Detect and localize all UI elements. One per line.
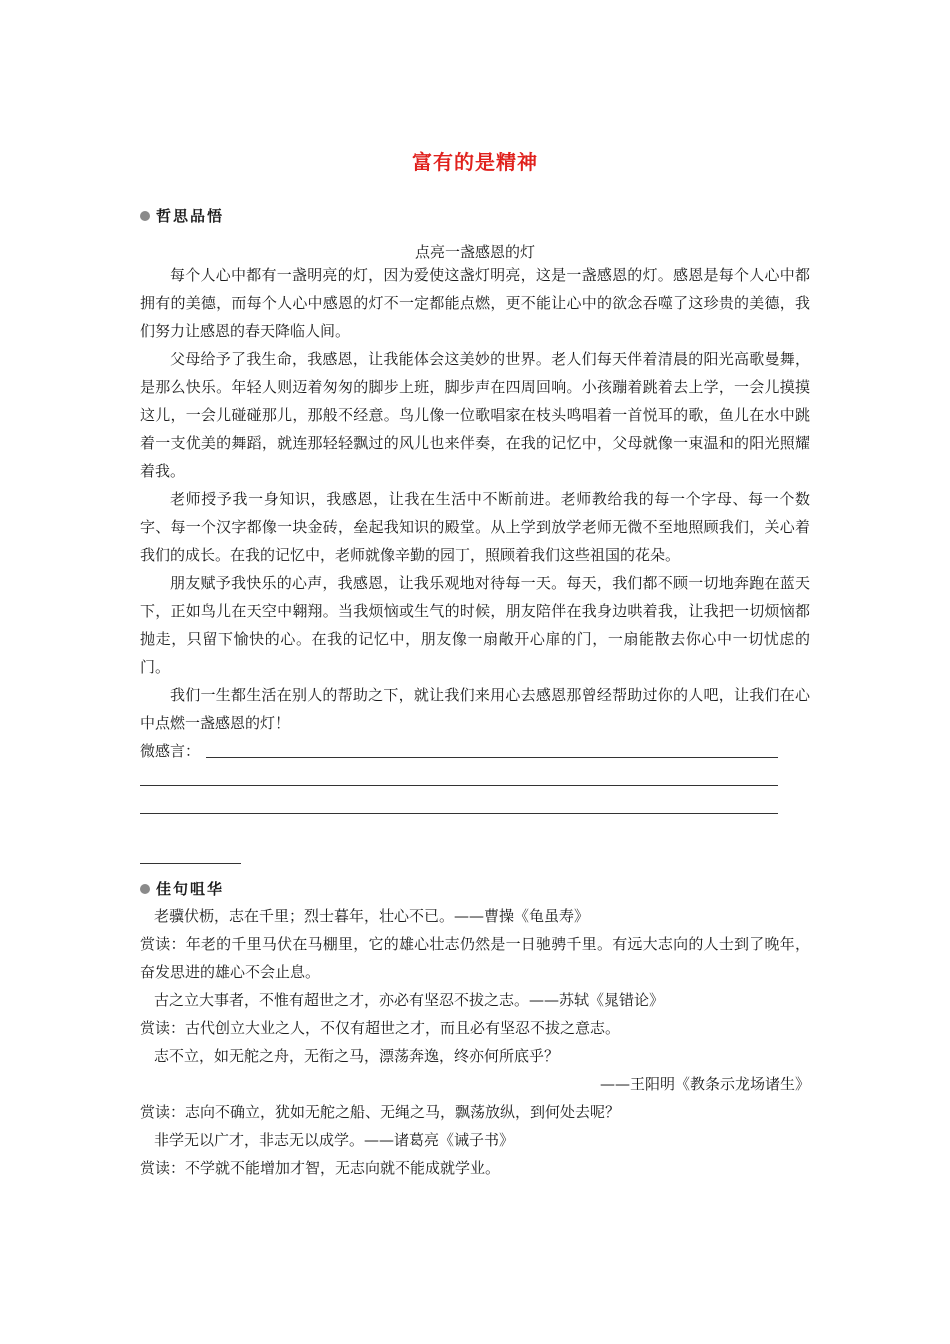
appreciation-text: 赏读：不学就不能增加才智，无志向就不能成就学业。 xyxy=(140,1159,501,1177)
answer-row xyxy=(140,765,810,793)
section-heading-zhesi xyxy=(140,205,224,226)
bullet-dot-icon xyxy=(140,211,150,221)
section-heading-jiaju xyxy=(140,878,224,899)
article-paragraph: 每个人心中都有一盏明亮的灯，因为爱使这盏灯明亮，这是一盏感恩的灯。感恩是每个人心中都拥有的美德，而每个人心中感恩的灯不一定都能点燃，更不能让心中的欲念吞噬了这珍贵的美德，我们努力让感恩的春天降临人间。 xyxy=(140,266,810,340)
appreciation-text: 赏读：志向不确立，犹如无舵之船、无绳之马，飘荡放纵，到何处去呢？ xyxy=(140,1103,621,1121)
article-paragraph: 朋友赋予我快乐的心声，我感恩，让我乐观地对待每一天。每天，我们都不顾一切地奔跑在蓝天下，正如鸟儿在天空中翱翔。当我烦恼或生气的时候，朋友陪伴在我身边哄着我，让我把一切烦恼都抛走，只留下愉快的心。在我的记忆中，朋友像一扇敞开心扉的门，一扇能散去你心中一切忧虑的门。 xyxy=(140,574,810,676)
article-body xyxy=(140,261,810,821)
answer-line[interactable] xyxy=(140,813,778,814)
appreciation-text: 赏读：古代创立大业之人，不仅有超世之才，而且必有坚忍不拔之意志。 xyxy=(140,1019,621,1037)
section-heading-label: 佳句咀华 xyxy=(156,880,225,898)
article-title: 点亮一盏感恩的灯 xyxy=(414,243,535,261)
quote-text: 老骥伏枥，志在千里；烈士暮年，壮心不已。——曹操《龟虽寿》 xyxy=(154,907,590,925)
quote-text: 非学无以广才，非志无以成学。——诸葛亮《诫子书》 xyxy=(154,1131,515,1149)
section-heading-label: 哲思品悟 xyxy=(156,207,225,225)
quotes-list xyxy=(140,902,810,1182)
answer-line[interactable] xyxy=(206,757,778,758)
article-paragraph: 父母给予了我生命，我感恩，让我能体会这美妙的世界。老人们每天伴着清晨的阳光高歌曼舞，是那么快乐。年轻人则迈着匆匆的脚步上班，脚步声在四周回响。小孩蹦着跳着去上学，一会儿摸摸这儿，一会儿碰碰那儿，那般不经意。鸟儿像一位歌唱家在枝头鸣唱着一首悦耳的歌，鱼儿在水中跳着一支优美的舞蹈，就连那轻轻飘过的风儿也来伴奏，在我的记忆中，父母就像一束温和的阳光照耀着我。 xyxy=(140,350,810,480)
quote-text: 古之立大事者，不惟有超世之才，亦必有坚忍不拔之志。——苏轼《晁错论》 xyxy=(154,991,665,1009)
article-paragraph: 我们一生都生活在别人的帮助之下，就让我们来用心去感恩那曾经帮助过你的人吧，让我们在心中点燃一盏感恩的灯！ xyxy=(140,686,810,732)
bullet-dot-icon xyxy=(140,884,150,894)
weiganyan-row xyxy=(140,737,810,765)
page-title: 富有的是精神 xyxy=(412,150,538,174)
answer-row xyxy=(140,793,810,821)
appreciation-text: 赏读：年老的千里马伏在马棚里，它的雄心壮志仍然是一日驰骋千里。有远大志向的人士到了晚年，奋发思进的雄心不会止息。 xyxy=(140,935,810,981)
section-divider xyxy=(140,863,241,864)
quote-source: ——王阳明《教条示龙场诸生》 xyxy=(599,1075,810,1093)
answer-line[interactable] xyxy=(140,785,778,786)
article-paragraph: 老师授予我一身知识，我感恩，让我在生活中不断前进。老师教给我的每一个字母、每一个数字、每一个汉字都像一块金砖，垒起我知识的殿堂。从上学到放学老师无微不至地照顾我们，关心着我们的成长。在我的记忆中，老师就像辛勤的园丁，照顾着我们这些祖国的花朵。 xyxy=(140,490,810,564)
quote-text: 志不立，如无舵之舟，无衔之马，漂荡奔逸，终亦何所底乎？ xyxy=(154,1047,560,1065)
weiganyan-label: 微感言： xyxy=(140,742,201,760)
